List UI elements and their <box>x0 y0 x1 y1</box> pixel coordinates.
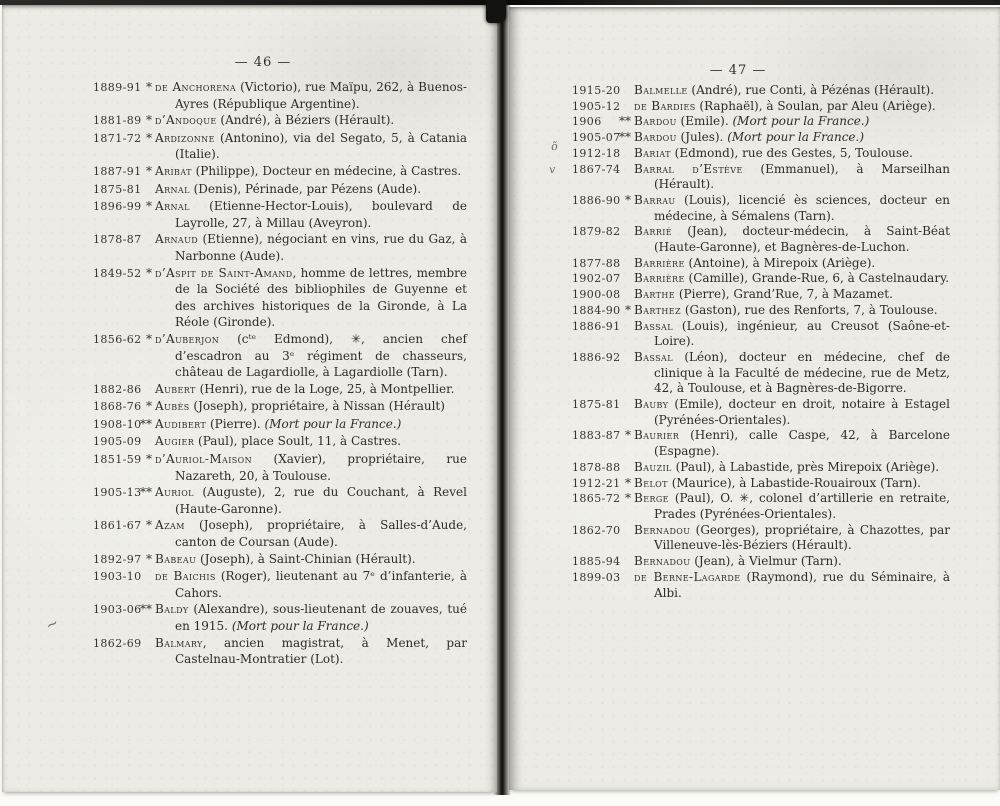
entry-detail: (Henri), rue de la Loge, 25, à Montpellier. <box>195 381 455 396</box>
directory-entry <box>93 231 467 264</box>
entry-text <box>634 476 950 492</box>
directory-entry <box>572 350 950 397</box>
entry-years: 1867-74 <box>572 162 621 176</box>
entry-surname: Barrau <box>634 192 676 207</box>
entry-surname: Balmelle <box>634 83 688 97</box>
entry-detail: (Etienne), négociant en vins, rue du Gaz, à Narbonne (Aude). <box>175 232 467 263</box>
entry-years: 1896-99 <box>93 200 142 214</box>
entry-text <box>155 433 467 450</box>
directory-entry <box>93 198 467 231</box>
directory-entry <box>93 451 467 484</box>
entry-text <box>155 79 467 112</box>
entry-star-marker: * <box>146 163 152 178</box>
entry-years: 1886-91 <box>572 319 621 333</box>
entry-years: 1903-10 <box>93 570 142 584</box>
entry-years: 1908-10 <box>93 417 142 431</box>
directory-entry <box>572 460 950 476</box>
entry-detail: (Victorio), rue Maïpu, 262, à Buenos-Ayres (République Argentine). <box>175 80 467 111</box>
entry-text <box>155 568 467 601</box>
entry-years: 1899-03 <box>572 570 621 584</box>
entry-surname: Baurier <box>634 428 680 443</box>
entry-detail: (Henri), calle Caspe, 42, à Barcelone (Espagne). <box>654 428 950 459</box>
directory-entry <box>572 162 950 193</box>
entry-text <box>634 83 950 99</box>
entry-text <box>155 416 467 433</box>
directory-entry <box>572 303 950 319</box>
directory-entry <box>93 568 467 601</box>
entry-surname: de Baichis <box>155 569 216 584</box>
entry-surname: d’Aspit de Saint-Amand <box>155 265 293 280</box>
entry-detail: (Jean), docteur-médecin, à Saint-Béat (Haute-Garonne), et Bagnères-de-Luchon. <box>654 224 950 255</box>
entry-text <box>155 635 467 668</box>
entry-memorial-note: (Mort pour la France.) <box>264 416 402 431</box>
entry-detail: (Antoine), à Mirepoix (Ariège). <box>684 255 876 270</box>
entry-detail: (Paul), à Labastide, près Mirepoix (Ariège). <box>671 459 940 474</box>
entry-surname: Barral d’Estève <box>634 161 743 176</box>
entry-text <box>634 130 950 146</box>
entry-years: 1900-08 <box>572 288 621 302</box>
entry-surname: Ardizonne <box>155 130 215 145</box>
entry-star-marker: * <box>146 452 152 467</box>
entry-years: 1849-52 <box>93 266 142 280</box>
entry-years: 1861-67 <box>93 519 142 533</box>
entry-surname: Barthe <box>634 287 676 302</box>
entry-years: 1903-06 <box>93 603 142 617</box>
directory-entry <box>93 551 467 569</box>
entry-surname: Bauzil <box>634 459 672 474</box>
entry-years: 1862-69 <box>93 636 142 650</box>
entry-surname: Bardou <box>634 130 677 145</box>
entry-memorial-note: (Mort pour la France.) <box>231 619 369 633</box>
entry-surname: Babeau <box>155 551 197 566</box>
entry-memorial-note: (Mort pour la France.) <box>727 130 865 145</box>
directory-entries <box>572 83 950 601</box>
entry-surname: Aubès <box>155 399 190 414</box>
entry-detail: (Paul), place Soult, 11, à Castres. <box>194 434 402 449</box>
entry-years: 1912-21 <box>572 476 621 490</box>
entry-surname: de Bardies <box>634 98 696 113</box>
entry-surname: Bassal <box>634 349 673 364</box>
entry-text <box>155 381 467 398</box>
entry-detail: (Jules). <box>676 130 728 145</box>
entry-detail: (Emile), docteur en droit, notaire à Estagel (Pyrénées-Orientales). <box>654 397 950 427</box>
entry-surname: d’Auriol-Maison <box>155 452 253 467</box>
entry-surname: Bassal <box>634 318 673 333</box>
entry-text <box>634 99 950 115</box>
directory-entry <box>572 224 950 255</box>
entry-years: 1892-97 <box>93 552 142 566</box>
entry-text <box>155 451 467 484</box>
entry-star-marker: * <box>146 113 152 128</box>
directory-entry <box>93 181 467 199</box>
entry-text <box>155 517 467 550</box>
entry-years: 1883-87 <box>572 429 621 443</box>
entry-detail: (André), rue Conti, à Pézénas (Hérault). <box>687 83 935 97</box>
entry-years: 1878-87 <box>93 233 142 247</box>
entry-surname: d’Andoque <box>155 113 217 128</box>
directory-entry <box>93 112 467 130</box>
entry-text <box>155 130 467 163</box>
directory-entries <box>93 79 467 668</box>
entry-text <box>634 271 950 287</box>
entry-surname: Barrière <box>634 271 685 286</box>
entry-detail: (Roger), lieutenant au 7ᵉ d’infanterie, à Cahors. <box>175 569 468 600</box>
entry-text <box>155 398 467 415</box>
entry-years: 1862-70 <box>572 523 621 537</box>
entry-detail: (Léon), docteur en médecine, chef de clinique à la Faculté de médecine, rue de Metz, 42, à Toulouse, et à Bagnères-de-Bigorre. <box>654 349 950 396</box>
directory-entry <box>572 523 950 554</box>
directory-entry <box>572 476 950 492</box>
entry-surname: Azam <box>155 518 185 533</box>
entry-surname: Belot <box>634 475 668 490</box>
directory-entry <box>572 114 950 130</box>
entry-star-marker: * <box>146 265 152 280</box>
entry-text <box>634 162 950 193</box>
directory-entry <box>572 256 950 272</box>
entry-text <box>634 397 950 428</box>
entry-detail: (Gaston), rue des Renforts, 7, à Toulouse. <box>681 302 938 317</box>
entry-detail: (Georges), propriétaire, à Chazottes, par Villeneuve-lès-Béziers (Hérault). <box>654 522 950 553</box>
entry-text <box>634 256 950 272</box>
entry-text <box>634 303 950 319</box>
book-gutter-shadow <box>486 0 506 23</box>
entry-star-marker: * <box>146 199 152 214</box>
entry-years: 1865-72 <box>572 492 621 506</box>
entry-surname: Audibert <box>155 416 207 431</box>
entry-detail: (Denis), Périnade, par Pézens (Aude). <box>189 181 422 196</box>
handwritten-margin-mark: ~ <box>42 613 62 635</box>
entry-detail: (Joseph), à Saint-Chinian (Hérault). <box>196 551 416 566</box>
entry-text <box>155 331 467 381</box>
entry-years: 1905-09 <box>93 435 142 449</box>
entry-star-marker: ** <box>619 130 631 145</box>
entry-detail: (Antonino), via del Segato, 5, à Catania (Italie). <box>175 130 467 162</box>
entry-years: 1868-76 <box>93 400 142 414</box>
entry-detail: (André), à Béziers (Hérault). <box>216 113 395 128</box>
entry-text <box>155 181 467 198</box>
entry-years: 1889-91 <box>93 81 142 94</box>
entry-surname: d’Auberjon <box>155 331 220 346</box>
entry-surname: de Berne-Lagarde <box>634 569 741 584</box>
directory-entry <box>93 265 467 331</box>
directory-entry <box>572 397 950 428</box>
directory-entry <box>93 79 467 112</box>
entry-detail: (cᵗᵉ Edmond), ✳, ancien chef d’escadron au 3ᵉ régiment de chasseurs, château de Lagardiolle, à Lagardiolle (Tarn). <box>175 331 467 380</box>
entry-years: 1885-94 <box>572 555 621 569</box>
entry-detail: , homme de lettres, membre de la Société des bibliophiles de Guyenne et des archives historiques de la Gironde, à La Réole (Gironde). <box>175 265 467 330</box>
directory-entry <box>572 287 950 303</box>
entry-star-marker: * <box>146 331 152 346</box>
entry-years: 1886-92 <box>572 350 621 364</box>
directory-entry <box>572 428 950 459</box>
entry-detail: (Xavier), propriétaire, rue Nazareth, 20, à Toulouse. <box>175 452 467 483</box>
entry-detail: (Paul), O. ✳, colonel d’artillerie en retraite, Prades (Pyrénées-Orientales). <box>654 491 950 521</box>
directory-entry <box>572 83 950 99</box>
directory-entry <box>572 130 950 146</box>
entry-years: 1871-72 <box>93 131 142 145</box>
entry-surname: Berge <box>634 491 669 506</box>
entry-detail: (Louis), licencié ès sciences, docteur en médecine, à Sémalens (Tarn). <box>654 192 950 223</box>
entry-years: 1905-07 <box>572 131 621 145</box>
entry-surname: Baldy <box>155 602 189 617</box>
directory-entry <box>572 554 950 570</box>
entry-text <box>634 193 950 224</box>
entry-detail: (Camille), Grande-Rue, 6, à Castelnaudary. <box>684 271 950 286</box>
entry-star-marker: * <box>625 302 631 317</box>
entry-years: 1881-89 <box>93 114 142 128</box>
directory-entry <box>93 163 467 181</box>
page-47 <box>509 7 1000 790</box>
directory-entry <box>93 601 467 634</box>
entry-text <box>634 523 950 554</box>
entry-surname: Aribat <box>155 163 192 178</box>
entry-star-marker: * <box>146 551 152 566</box>
entry-detail: (Joseph), propriétaire, à Salles-d’Aude, canton de Coursan (Aude). <box>175 518 467 550</box>
entry-detail: (Joseph), propriétaire, à Nissan (Hérault) <box>189 399 445 414</box>
directory-entry <box>572 99 950 115</box>
entry-years: 1856-62 <box>93 332 142 346</box>
entry-text <box>634 224 950 255</box>
directory-entry <box>93 381 467 399</box>
entry-years: 1875-81 <box>93 182 142 196</box>
entry-years: 1887-91 <box>93 164 142 178</box>
entry-text <box>634 491 950 522</box>
entry-text <box>634 319 950 350</box>
directory-entry <box>93 517 467 550</box>
entry-detail: (Emmanuel), à Marseilhan (Hérault). <box>654 161 950 192</box>
entry-detail: (Raphaël), à Soulan, par Aleu (Ariège). <box>695 98 936 113</box>
entry-text <box>155 231 467 264</box>
entry-text <box>155 551 467 568</box>
entry-detail: (Jean), à Vielmur (Tarn). <box>690 554 842 569</box>
entry-years: 1878-88 <box>572 460 621 474</box>
entry-years: 1877-88 <box>572 256 621 270</box>
entry-detail: (Pierre), Grand’Rue, 7, à Mazamet. <box>675 287 893 302</box>
entry-detail: (Etienne-Hector-Louis), boulevard de Layrolle, 27, à Millau (Aveyron). <box>175 199 467 230</box>
entry-surname: Bardou <box>634 114 677 129</box>
entry-detail: (Edmond), rue des Gestes, 5, Toulouse. <box>670 145 913 160</box>
entry-surname: Bernadou <box>634 554 691 569</box>
entry-detail: (Alexandre), sous-lieutenant de zouaves, tué en 1915. <box>175 602 467 633</box>
handwritten-margin-mark: v <box>548 162 556 177</box>
entry-star-marker: ** <box>140 602 152 617</box>
entry-detail: (Pierre). <box>206 416 265 431</box>
entry-detail: (Philippe), Docteur en médecine, à Castres. <box>191 163 462 178</box>
entry-detail: , ancien magistrat, à Menet, par Castelnau-Montratier (Lot). <box>175 635 467 667</box>
handwritten-margin-mark: õ <box>550 139 559 154</box>
directory-entry <box>572 319 950 350</box>
entry-surname: Barrié <box>634 224 673 239</box>
entry-star-marker: ** <box>140 485 152 500</box>
entry-star-marker: * <box>146 130 152 145</box>
page-46 <box>2 5 497 792</box>
entry-surname: de Anchorena <box>155 80 237 94</box>
entry-text <box>155 484 467 517</box>
page-number-heading: — 47 — <box>709 63 767 78</box>
entry-text <box>634 570 950 601</box>
entry-text <box>634 428 950 459</box>
entry-text <box>155 601 467 634</box>
entry-years: 1905-13 <box>93 486 142 500</box>
entry-surname: Aubert <box>155 381 196 396</box>
entry-surname: Bauby <box>634 397 669 412</box>
entry-years: 1906 <box>572 115 602 129</box>
entry-years: 1886-90 <box>572 193 621 207</box>
entry-text <box>155 163 467 180</box>
entry-detail: (Maurice), à Labastide-Rouairoux (Tarn). <box>667 475 921 490</box>
entry-surname: Bernadou <box>634 522 691 537</box>
entry-detail: (Auguste), 2, rue du Couchant, à Revel (Haute-Garonne). <box>175 485 467 516</box>
entry-surname: Arnal <box>155 199 190 214</box>
directory-entry <box>93 433 467 451</box>
directory-entry <box>572 271 950 287</box>
directory-entry <box>93 484 467 517</box>
page-number-heading: — 46 — <box>234 55 292 70</box>
entry-text <box>634 114 950 130</box>
directory-entry <box>93 130 467 163</box>
entry-surname: Arnal <box>155 181 190 196</box>
entry-star-marker: * <box>146 399 152 414</box>
entry-text <box>634 146 950 162</box>
entry-star-marker: * <box>625 192 631 207</box>
entry-surname: Barrière <box>634 255 685 270</box>
entry-detail: (Emile). <box>676 114 733 129</box>
entry-star-marker: ** <box>140 416 152 431</box>
entry-text <box>634 460 950 476</box>
entry-text <box>155 112 467 129</box>
entry-text <box>155 265 467 331</box>
entry-surname: Barthez <box>634 302 681 317</box>
entry-years: 1912-18 <box>572 146 621 160</box>
entry-years: 1879-82 <box>572 225 621 239</box>
entry-star-marker: * <box>625 491 631 506</box>
directory-entry <box>572 146 950 162</box>
directory-entry <box>572 491 950 522</box>
entry-star-marker: * <box>146 80 152 94</box>
directory-entry <box>572 193 950 224</box>
directory-entry <box>93 398 467 416</box>
directory-entry <box>93 331 467 381</box>
entry-text <box>634 287 950 303</box>
entry-surname: Bariat <box>634 145 671 160</box>
entry-years: 1882-86 <box>93 382 142 396</box>
entry-text <box>155 198 467 231</box>
entry-years: 1875-81 <box>572 398 621 412</box>
entry-detail: (Raymond), rue du Séminaire, à Albi. <box>654 569 950 600</box>
entry-star-marker: * <box>625 475 631 490</box>
entry-years: 1902-07 <box>572 272 621 286</box>
entry-star-marker: ** <box>619 114 631 129</box>
directory-entry <box>572 570 950 601</box>
entry-surname: Auriol <box>155 485 194 500</box>
entry-years: 1905-12 <box>572 99 621 113</box>
entry-text <box>634 350 950 397</box>
entry-memorial-note: (Mort pour la France.) <box>732 114 870 129</box>
entry-surname: Augier <box>155 434 195 449</box>
directory-entry <box>93 416 467 434</box>
entry-star-marker: * <box>146 518 152 533</box>
entry-star-marker: * <box>625 428 631 443</box>
directory-entry <box>93 635 467 668</box>
entry-years: 1884-90 <box>572 303 621 317</box>
entry-surname: Balmary <box>155 635 203 650</box>
entry-years: 1851-59 <box>93 453 142 467</box>
entry-text <box>634 554 950 570</box>
entry-years: 1915-20 <box>572 84 621 97</box>
entry-surname: Arnaud <box>155 232 199 247</box>
entry-detail: (Louis), ingénieur, au Creusot (Saône-et-Loire). <box>654 318 950 349</box>
